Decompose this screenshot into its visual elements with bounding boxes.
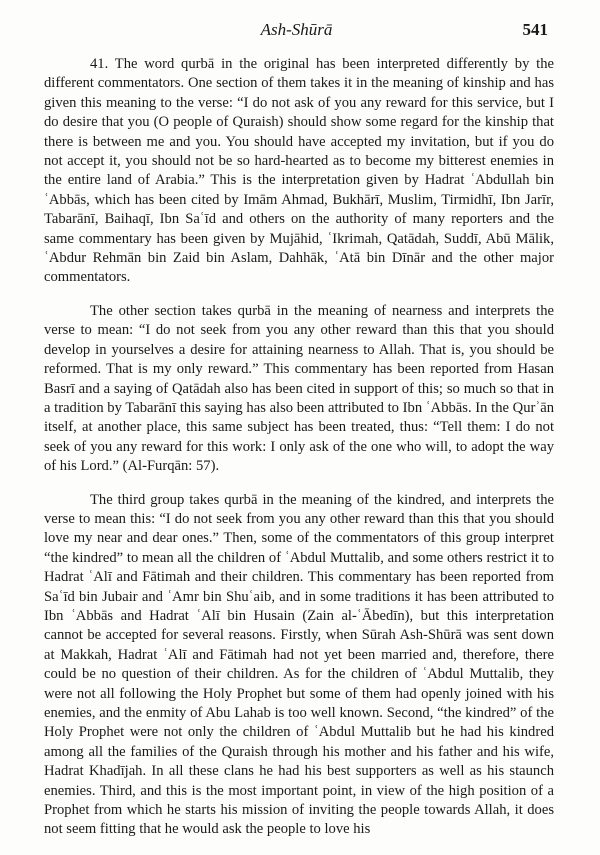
paragraph-third-group: The third group takes qurbā in the meaning of the kindred, and interprets the verse to mean this: “I do not seek from you any other reward than this that you should love my near and dear ones.” Then, some of the commentators of this group interpret “the kindred” to mean all the children of ʿAbdul Muttalib, and some others restrict it to Hadrat ʿAlī and Fātimah and their children. This commentary has been reported from Saʿīd bin Jubair and ʿAmr bin Shuʿaib, and in some traditions it has been attributed to Ibn ʿAbbās and Hadrat ʿAlī bin Husain (Zain al-ʿĀbedīn), but this interpretation cannot be accepted for several reasons. Firstly, when Sūrah Ash-Shūrā was sent down at Makkah, Hadrat ʿAlī and Fātimah had not yet been married and, therefore, there could be no question of their children. As for the children of ʿAbdul Muttalib, they were not all following the Holy Prophet but some of them had openly joined with his enemies, and the enmity of Abu Lahab is too well known. Second, “the kindred” of the Holy Prophet were not only the children of ʿAbdul Muttalib but he had his kindred among all the families of the Quraish through his mother and his father and his wife, Hadrat Khadījah. In all these clans he had his best supporters as well as his staunch enemies. Third, and this is the most important point, in view of the high position of a Prophet from which he starts his mission of inviting the people towards Allah, it does not seem fitting that he would ask the people to love his [44,491,554,838]
paragraph-second-section: The other section takes qurbā in the meaning of nearness and interprets the verse to mean: “I do not seek from you any other reward than this that you should develop in yourselves a desire for attaining nearness to Allah. That is, you should be reformed. That is my only reward.” This commentary has been reported from Hasan Basrī and a saying of Qatādah also has been cited in support of this; so much so that in a tradition by Tabarānī this saying has also been attributed to Ibn ʿAbbās. In the Qurʾān itself, at another place, this same subject has been treated, thus: “Tell them: I do not seek of you any reward for this work: I only ask of the one who will, to adopt the way of his Lord.” (Al-Furqān: 57). [44,302,554,475]
running-head [45,20,548,42]
page-body [44,55,554,840]
paragraph-note-41: 41. The word qurbā in the original has been interpreted differently by the different commentators. One section of them takes it in the meaning of kinship and has given this meaning to the verse: “I do not ask of you any reward for this service, but I do desire that you (O people of Quraish) should show some regard for the kinship that there is between me and you. You should have accepted my invitation, but if you do not accept it, you should not be so hard-hearted as to become my bitterest enemies in the entire land of Arabia.” This is the interpretation given by Hadrat ʿAbdullah bin ʿAbbās, which has been cited by Imām Ahmad, Bukhārī, Muslim, Tirmidhī, Ibn Jarīr, Tabarānī, Baihaqī, Ibn Saʿīd and others on the authority of many reporters and the same commentary has been given by Mujāhid, ʿIkrimah, Qatādah, Suddī, Abū Mālik, ʿAbdur Rehmān bin Zaid bin Aslam, Dahhāk, ʿAtā bin Dīnār and the other major commentators. [44,56,554,286]
page-number: 541 [522,20,548,39]
running-title: Ash-Shūrā [260,20,333,39]
